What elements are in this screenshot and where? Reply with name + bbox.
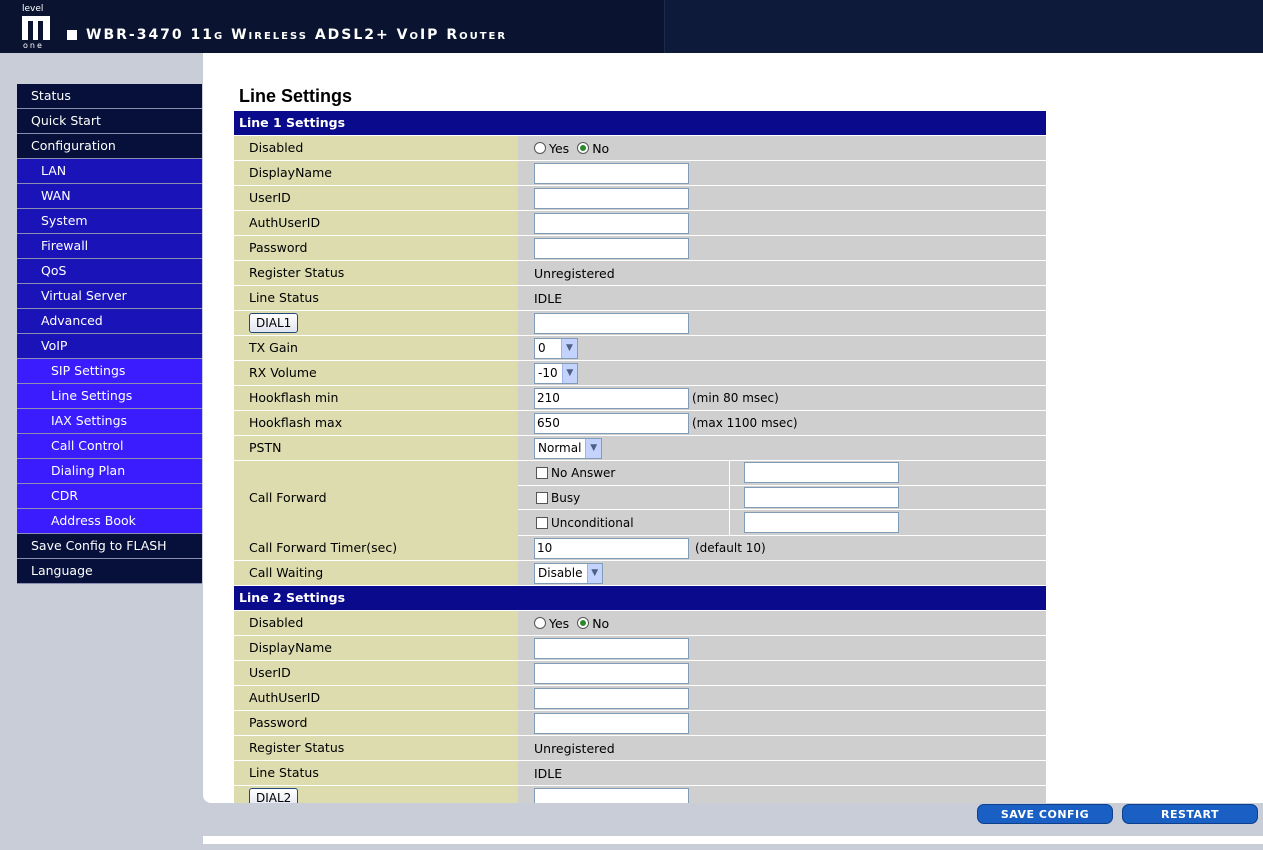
line1-register-status-label: Register Status <box>234 261 518 285</box>
logo-mark <box>22 16 50 40</box>
line1-hookflash-max-input[interactable] <box>534 413 689 434</box>
line1-password-input[interactable] <box>534 238 689 259</box>
line1-cf-busy-option <box>518 486 730 510</box>
line1-cf-busy-checkbox[interactable] <box>536 492 548 504</box>
line1-hookflash-max-row <box>234 411 1046 436</box>
line1-cf-unconditional-option <box>518 510 730 535</box>
chevron-down-icon: ▼ <box>587 564 602 583</box>
line1-userid-cell <box>518 186 1046 210</box>
line1-displayname-row <box>234 161 1046 186</box>
line2-authuserid-input[interactable] <box>534 688 689 709</box>
line2-displayname-label: DisplayName <box>234 636 518 660</box>
line1-call-waiting-cell <box>518 561 1046 585</box>
line1-call-waiting-value: Disable <box>538 566 583 580</box>
page-title: Line Settings <box>239 86 353 106</box>
line2-userid-label: UserID <box>234 661 518 685</box>
sidebar-nav <box>17 84 202 584</box>
line2-displayname-input[interactable] <box>534 638 689 659</box>
sidebar-item-save-config[interactable]: Save Config to FLASH <box>17 534 202 559</box>
line2-disabled-no-radio[interactable] <box>577 617 589 629</box>
line1-cf-unconditional-label: Unconditional <box>551 515 634 530</box>
line1-authuserid-label: AuthUserID <box>234 211 518 235</box>
line2-dial-row <box>234 786 1046 803</box>
line1-cf-busy-line <box>518 486 1046 511</box>
sidebar-item-virtual-server[interactable]: Virtual Server <box>17 284 202 309</box>
line2-dial-input-cell <box>518 786 1046 803</box>
line1-hookflash-max-hint: (max 1100 msec) <box>692 416 798 430</box>
sidebar-item-wan[interactable]: WAN <box>17 184 202 209</box>
line1-call-waiting-label: Call Waiting <box>234 561 518 585</box>
line1-line-status-value: IDLE <box>518 286 1046 310</box>
line2-password-label: Password <box>234 711 518 735</box>
line2-authuserid-cell <box>518 686 1046 710</box>
line2-password-input[interactable] <box>534 713 689 734</box>
line1-rx-volume-cell <box>518 361 1046 385</box>
line2-register-status-value: Unregistered <box>518 736 1046 760</box>
line1-displayname-cell <box>518 161 1046 185</box>
line1-tx-gain-row <box>234 336 1046 361</box>
header-bar <box>0 0 1263 53</box>
sidebar-item-firewall[interactable]: Firewall <box>17 234 202 259</box>
line1-tx-gain-label: TX Gain <box>234 336 518 360</box>
line2-displayname-row <box>234 636 1046 661</box>
line1-line-status-label: Line Status <box>234 286 518 310</box>
line1-cf-unconditional-line <box>518 510 1046 535</box>
sidebar-item-configuration[interactable]: Configuration <box>17 134 202 159</box>
line2-line-status-value: IDLE <box>518 761 1046 785</box>
logo-text-bottom: one <box>23 41 44 50</box>
line1-hookflash-min-input[interactable] <box>534 388 689 409</box>
line1-section-header: Line 1 Settings <box>234 111 1046 136</box>
chevron-down-icon: ▼ <box>562 364 577 383</box>
line1-hookflash-min-row <box>234 386 1046 411</box>
line1-cf-no-answer-cell <box>730 461 1046 485</box>
line1-userid-row <box>234 186 1046 211</box>
line1-disabled-yes-label: Yes <box>549 140 570 156</box>
sidebar-item-qos[interactable]: QoS <box>17 259 202 284</box>
line2-line-status-row <box>234 761 1046 786</box>
line1-cf-no-answer-option <box>518 461 730 485</box>
line1-rx-volume-select[interactable] <box>534 363 578 384</box>
line1-hookflash-min-cell <box>518 386 1046 410</box>
line2-register-status-row <box>234 736 1046 761</box>
line2-section-header: Line 2 Settings <box>234 586 1046 611</box>
line1-cf-no-answer-input[interactable] <box>744 462 899 483</box>
line1-tx-gain-cell <box>518 336 1046 360</box>
line1-dial-row <box>234 311 1046 336</box>
product-title: WBR-3470 11g Wireless ADSL2+ VoIP Router <box>86 27 508 43</box>
header-square-icon <box>67 30 77 40</box>
line2-dial-input[interactable] <box>534 788 689 804</box>
line1-register-status-row <box>234 261 1046 286</box>
line2-disabled-value <box>518 611 1046 635</box>
line1-authuserid-input[interactable] <box>534 213 689 234</box>
line1-cf-unconditional-checkbox[interactable] <box>536 517 548 529</box>
line1-dial-input[interactable] <box>534 313 689 334</box>
line1-cf-no-answer-checkbox[interactable] <box>536 467 548 479</box>
line1-tx-gain-value: 0 <box>538 341 546 355</box>
line1-password-label: Password <box>234 236 518 260</box>
line2-userid-input[interactable] <box>534 663 689 684</box>
logo-text-top: level <box>22 4 44 14</box>
line1-cf-unconditional-cell <box>730 510 1046 535</box>
line1-call-forward-grid <box>518 461 1046 535</box>
line1-disabled-yes-radio[interactable] <box>534 142 546 154</box>
sidebar-item-voip[interactable]: VoIP <box>17 334 202 359</box>
line1-hookflash-min-label: Hookflash min <box>234 386 518 410</box>
line1-call-waiting-select[interactable] <box>534 563 603 584</box>
line1-hookflash-min-hint: (min 80 msec) <box>692 391 779 405</box>
line1-disabled-value <box>518 136 1046 160</box>
sidebar-item-status[interactable]: Status <box>17 84 202 109</box>
levelone-logo <box>20 4 56 50</box>
line1-disabled-row <box>234 136 1046 161</box>
line1-userid-input[interactable] <box>534 188 689 209</box>
line1-disabled-label: Disabled <box>234 136 518 160</box>
line1-dial-cell <box>234 311 518 335</box>
line1-cf-busy-input[interactable] <box>744 487 899 508</box>
sidebar-item-line-settings[interactable]: Line Settings <box>17 384 202 409</box>
sidebar-item-advanced[interactable]: Advanced <box>17 309 202 334</box>
line1-cf-timer-row <box>234 536 1046 561</box>
sidebar-item-call-control[interactable]: Call Control <box>17 434 202 459</box>
line1-dial-input-cell <box>518 311 1046 335</box>
line1-cf-timer-hint: (default 10) <box>695 541 766 555</box>
line1-cf-timer-cell <box>518 536 1046 560</box>
dial2-button[interactable]: DIAL2 <box>249 788 298 803</box>
line1-call-waiting-row <box>234 561 1046 586</box>
line2-disabled-yes-label: Yes <box>549 615 570 631</box>
line1-pstn-row <box>234 436 1046 461</box>
line1-displayname-input[interactable] <box>534 163 689 184</box>
line1-password-row <box>234 236 1046 261</box>
line1-cf-unconditional-input[interactable] <box>744 512 899 533</box>
line1-cf-no-answer-line <box>518 461 1046 486</box>
line1-cf-timer-input[interactable] <box>534 538 689 559</box>
line1-rx-volume-row <box>234 361 1046 386</box>
bottom-strip <box>203 836 1263 844</box>
line2-userid-row <box>234 661 1046 686</box>
line2-password-cell <box>518 711 1046 735</box>
chevron-down-icon: ▼ <box>585 439 601 458</box>
line1-pstn-cell <box>518 436 1046 460</box>
line1-pstn-value: Normal <box>538 441 582 455</box>
line2-authuserid-row <box>234 686 1046 711</box>
line1-register-status-value: Unregistered <box>518 261 1046 285</box>
line-settings-form <box>234 111 1046 803</box>
line1-pstn-select[interactable] <box>534 438 602 459</box>
line1-hookflash-max-label: Hookflash max <box>234 411 518 435</box>
sidebar-item-address-book[interactable]: Address Book <box>17 509 202 534</box>
line1-cf-no-answer-label: No Answer <box>551 465 616 480</box>
sidebar-item-language[interactable]: Language <box>17 559 202 584</box>
line1-call-forward-row <box>234 461 1046 536</box>
sidebar-item-system[interactable]: System <box>17 209 202 234</box>
line2-disabled-yes-radio[interactable] <box>534 617 546 629</box>
line2-disabled-row <box>234 611 1046 636</box>
line2-register-status-label: Register Status <box>234 736 518 760</box>
line1-authuserid-row <box>234 211 1046 236</box>
line2-userid-cell <box>518 661 1046 685</box>
line2-dial-cell <box>234 786 518 803</box>
line1-line-status-row <box>234 286 1046 311</box>
line1-pstn-label: PSTN <box>234 436 518 460</box>
sidebar-item-quick-start[interactable]: Quick Start <box>17 109 202 134</box>
line2-authuserid-label: AuthUserID <box>234 686 518 710</box>
line1-password-cell <box>518 236 1046 260</box>
save-config-button[interactable]: SAVE CONFIG <box>977 804 1113 824</box>
line2-password-row <box>234 711 1046 736</box>
line1-rx-volume-value: -10 <box>538 366 558 380</box>
line1-displayname-label: DisplayName <box>234 161 518 185</box>
line2-disabled-label: Disabled <box>234 611 518 635</box>
sidebar-item-dialing-plan[interactable]: Dialing Plan <box>17 459 202 484</box>
line1-disabled-no-radio[interactable] <box>577 142 589 154</box>
line1-authuserid-cell <box>518 211 1046 235</box>
line1-cf-busy-cell <box>730 486 1046 510</box>
restart-button[interactable]: RESTART <box>1122 804 1258 824</box>
chevron-down-icon: ▼ <box>561 339 577 358</box>
line1-cf-busy-label: Busy <box>551 490 581 505</box>
sidebar-item-cdr[interactable]: CDR <box>17 484 202 509</box>
line2-displayname-cell <box>518 636 1046 660</box>
sidebar-item-iax-settings[interactable]: IAX Settings <box>17 409 202 434</box>
content-panel <box>203 53 1263 803</box>
line1-call-forward-label: Call Forward <box>234 461 518 536</box>
line1-hookflash-max-cell <box>518 411 1046 435</box>
line1-disabled-no-label: No <box>592 140 610 156</box>
dial1-button[interactable]: DIAL1 <box>249 313 298 333</box>
line1-userid-label: UserID <box>234 186 518 210</box>
line1-tx-gain-select[interactable] <box>534 338 578 359</box>
line2-disabled-no-label: No <box>592 615 610 631</box>
line1-cf-timer-label: Call Forward Timer(sec) <box>234 536 518 560</box>
line1-rx-volume-label: RX Volume <box>234 361 518 385</box>
sidebar-item-sip-settings[interactable]: SIP Settings <box>17 359 202 384</box>
line2-line-status-label: Line Status <box>234 761 518 785</box>
sidebar-item-lan[interactable]: LAN <box>17 159 202 184</box>
